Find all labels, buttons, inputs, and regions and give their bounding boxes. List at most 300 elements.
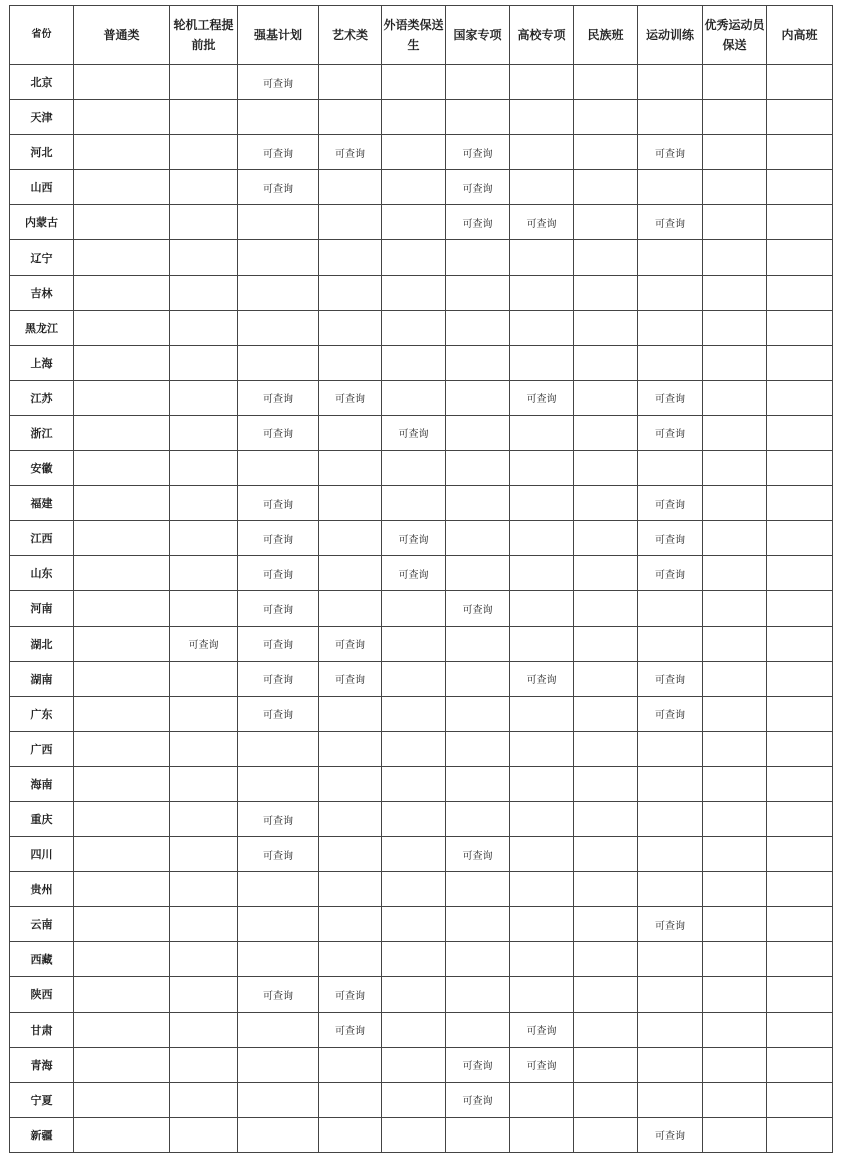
query-available-cell[interactable]: 可查询 [238, 170, 319, 205]
table-row [10, 521, 833, 556]
query-available-cell[interactable]: 可查询 [319, 1012, 382, 1047]
empty-cell [74, 240, 170, 275]
province-cell: 辽宁 [10, 240, 74, 275]
table-row [10, 661, 833, 696]
empty-cell [382, 626, 446, 661]
empty-cell [638, 310, 703, 345]
empty-cell [703, 626, 767, 661]
empty-cell [74, 731, 170, 766]
province-cell: 甘肃 [10, 1012, 74, 1047]
empty-cell [574, 100, 638, 135]
table-row [10, 310, 833, 345]
empty-cell [382, 942, 446, 977]
empty-cell [382, 872, 446, 907]
empty-cell [74, 556, 170, 591]
empty-cell [767, 766, 833, 801]
empty-cell [767, 451, 833, 486]
empty-cell [74, 135, 170, 170]
query-available-cell[interactable]: 可查询 [238, 135, 319, 170]
empty-cell [74, 907, 170, 942]
empty-cell [238, 1012, 319, 1047]
empty-cell [74, 310, 170, 345]
query-available-cell[interactable]: 可查询 [510, 661, 574, 696]
empty-cell [170, 345, 238, 380]
empty-cell [767, 65, 833, 100]
empty-cell [319, 521, 382, 556]
empty-cell [74, 1117, 170, 1152]
empty-cell [703, 1117, 767, 1152]
empty-cell [510, 626, 574, 661]
table-row [10, 451, 833, 486]
table-body [10, 65, 833, 1153]
query-available-cell[interactable]: 可查询 [446, 1082, 510, 1117]
empty-cell [767, 907, 833, 942]
empty-cell [74, 661, 170, 696]
empty-cell [319, 1082, 382, 1117]
query-available-cell[interactable]: 可查询 [382, 415, 446, 450]
empty-cell [767, 556, 833, 591]
province-cell: 青海 [10, 1047, 74, 1082]
empty-cell [319, 310, 382, 345]
empty-cell [446, 696, 510, 731]
empty-cell [238, 100, 319, 135]
column-header: 艺术类 [319, 6, 382, 65]
table-row [10, 977, 833, 1012]
empty-cell [638, 1047, 703, 1082]
empty-cell [767, 380, 833, 415]
query-available-cell[interactable]: 可查询 [319, 626, 382, 661]
empty-cell [446, 766, 510, 801]
empty-cell [170, 766, 238, 801]
empty-cell [238, 205, 319, 240]
empty-cell [703, 696, 767, 731]
empty-cell [446, 65, 510, 100]
empty-cell [574, 872, 638, 907]
query-available-cell[interactable]: 可查询 [638, 521, 703, 556]
query-available-cell[interactable]: 可查询 [638, 135, 703, 170]
query-available-cell[interactable]: 可查询 [638, 415, 703, 450]
empty-cell [638, 1082, 703, 1117]
empty-cell [638, 65, 703, 100]
empty-cell [170, 1047, 238, 1082]
empty-cell [74, 205, 170, 240]
empty-cell [238, 310, 319, 345]
query-available-cell[interactable]: 可查询 [238, 65, 319, 100]
empty-cell [170, 415, 238, 450]
query-available-cell[interactable]: 可查询 [638, 486, 703, 521]
empty-cell [574, 942, 638, 977]
empty-cell [767, 205, 833, 240]
empty-cell [446, 100, 510, 135]
empty-cell [638, 801, 703, 836]
province-cell: 天津 [10, 100, 74, 135]
empty-cell [74, 65, 170, 100]
empty-cell [510, 240, 574, 275]
query-available-cell[interactable]: 可查询 [238, 696, 319, 731]
empty-cell [74, 837, 170, 872]
query-available-cell[interactable]: 可查询 [510, 1047, 574, 1082]
empty-cell [74, 1082, 170, 1117]
empty-cell [703, 170, 767, 205]
empty-cell [74, 1047, 170, 1082]
empty-cell [767, 275, 833, 310]
empty-cell [574, 170, 638, 205]
empty-cell [382, 135, 446, 170]
empty-cell [170, 696, 238, 731]
empty-cell [74, 942, 170, 977]
empty-cell [510, 100, 574, 135]
query-available-cell[interactable]: 可查询 [238, 415, 319, 450]
province-cell: 云南 [10, 907, 74, 942]
empty-cell [638, 731, 703, 766]
province-cell: 内蒙古 [10, 205, 74, 240]
empty-cell [170, 1117, 238, 1152]
table-row [10, 486, 833, 521]
empty-cell [703, 661, 767, 696]
empty-cell [382, 801, 446, 836]
empty-cell [382, 1082, 446, 1117]
empty-cell [446, 872, 510, 907]
empty-cell [703, 275, 767, 310]
empty-cell [319, 65, 382, 100]
table-row [10, 1012, 833, 1047]
empty-cell [574, 345, 638, 380]
empty-cell [574, 65, 638, 100]
empty-cell [170, 801, 238, 836]
empty-cell [319, 1117, 382, 1152]
empty-cell [74, 977, 170, 1012]
empty-cell [510, 591, 574, 626]
empty-cell [638, 240, 703, 275]
table-row [10, 731, 833, 766]
empty-cell [319, 801, 382, 836]
empty-cell [170, 170, 238, 205]
query-available-cell[interactable]: 可查询 [238, 380, 319, 415]
empty-cell [238, 1047, 319, 1082]
empty-cell [703, 310, 767, 345]
province-cell: 湖南 [10, 661, 74, 696]
empty-cell [382, 591, 446, 626]
empty-cell [238, 1117, 319, 1152]
empty-cell [382, 205, 446, 240]
query-available-cell[interactable]: 可查询 [319, 977, 382, 1012]
empty-cell [446, 310, 510, 345]
empty-cell [446, 380, 510, 415]
column-header: 内高班 [767, 6, 833, 65]
empty-cell [638, 626, 703, 661]
empty-cell [382, 661, 446, 696]
empty-cell [767, 626, 833, 661]
empty-cell [319, 205, 382, 240]
column-header: 外语类保送生 [382, 6, 446, 65]
table-row [10, 696, 833, 731]
query-available-cell[interactable]: 可查询 [638, 661, 703, 696]
empty-cell [319, 100, 382, 135]
query-available-cell[interactable]: 可查询 [638, 907, 703, 942]
empty-cell [382, 731, 446, 766]
empty-cell [574, 591, 638, 626]
empty-cell [703, 801, 767, 836]
empty-cell [74, 415, 170, 450]
empty-cell [767, 240, 833, 275]
empty-cell [74, 696, 170, 731]
province-cell: 山西 [10, 170, 74, 205]
empty-cell [382, 451, 446, 486]
province-cell: 吉林 [10, 275, 74, 310]
empty-cell [446, 977, 510, 1012]
query-available-cell[interactable]: 可查询 [238, 661, 319, 696]
table-row [10, 1047, 833, 1082]
empty-cell [510, 731, 574, 766]
table-row [10, 205, 833, 240]
query-available-cell[interactable]: 可查询 [446, 170, 510, 205]
empty-cell [574, 696, 638, 731]
empty-cell [238, 766, 319, 801]
empty-cell [170, 486, 238, 521]
empty-cell [446, 907, 510, 942]
query-available-cell[interactable]: 可查询 [510, 380, 574, 415]
empty-cell [319, 170, 382, 205]
empty-cell [638, 766, 703, 801]
empty-cell [446, 486, 510, 521]
empty-cell [170, 65, 238, 100]
empty-cell [703, 1012, 767, 1047]
province-cell: 宁夏 [10, 1082, 74, 1117]
table-row [10, 872, 833, 907]
column-header: 民族班 [574, 6, 638, 65]
empty-cell [74, 275, 170, 310]
province-cell: 广西 [10, 731, 74, 766]
empty-cell [170, 451, 238, 486]
province-cell: 上海 [10, 345, 74, 380]
query-available-cell[interactable]: 可查询 [319, 135, 382, 170]
query-available-cell[interactable]: 可查询 [238, 837, 319, 872]
table-row [10, 1117, 833, 1152]
empty-cell [574, 380, 638, 415]
empty-cell [382, 170, 446, 205]
query-available-cell[interactable]: 可查询 [238, 626, 319, 661]
empty-cell [510, 696, 574, 731]
query-available-cell[interactable]: 可查询 [446, 1047, 510, 1082]
empty-cell [767, 100, 833, 135]
empty-cell [446, 521, 510, 556]
query-available-cell[interactable]: 可查询 [638, 380, 703, 415]
empty-cell [638, 942, 703, 977]
empty-cell [638, 170, 703, 205]
query-available-cell[interactable]: 可查询 [638, 556, 703, 591]
empty-cell [703, 100, 767, 135]
empty-cell [574, 626, 638, 661]
province-cell: 安徽 [10, 451, 74, 486]
query-available-cell[interactable]: 可查询 [238, 801, 319, 836]
empty-cell [510, 1082, 574, 1117]
province-cell: 山东 [10, 556, 74, 591]
empty-cell [170, 837, 238, 872]
empty-cell [510, 451, 574, 486]
empty-cell [703, 135, 767, 170]
query-available-cell[interactable]: 可查询 [638, 205, 703, 240]
empty-cell [238, 1082, 319, 1117]
query-available-cell[interactable]: 可查询 [238, 556, 319, 591]
empty-cell [510, 837, 574, 872]
empty-cell [703, 837, 767, 872]
empty-cell [170, 205, 238, 240]
empty-cell [574, 1012, 638, 1047]
table-row [10, 837, 833, 872]
empty-cell [170, 872, 238, 907]
empty-cell [74, 345, 170, 380]
empty-cell [319, 907, 382, 942]
empty-cell [74, 170, 170, 205]
empty-cell [319, 591, 382, 626]
empty-cell [170, 310, 238, 345]
province-cell: 江西 [10, 521, 74, 556]
empty-cell [382, 275, 446, 310]
empty-cell [510, 801, 574, 836]
empty-cell [767, 1117, 833, 1152]
empty-cell [703, 907, 767, 942]
empty-cell [703, 486, 767, 521]
empty-cell [170, 556, 238, 591]
province-cell: 陕西 [10, 977, 74, 1012]
empty-cell [574, 556, 638, 591]
province-cell: 浙江 [10, 415, 74, 450]
empty-cell [170, 942, 238, 977]
table-row [10, 415, 833, 450]
empty-cell [319, 766, 382, 801]
empty-cell [767, 661, 833, 696]
empty-cell [170, 1082, 238, 1117]
empty-cell [446, 451, 510, 486]
empty-cell [767, 731, 833, 766]
empty-cell [319, 556, 382, 591]
empty-cell [74, 486, 170, 521]
empty-cell [574, 240, 638, 275]
query-available-cell[interactable]: 可查询 [446, 135, 510, 170]
table-row [10, 626, 833, 661]
query-available-cell[interactable]: 可查询 [238, 486, 319, 521]
empty-cell [510, 872, 574, 907]
table-row [10, 170, 833, 205]
empty-cell [510, 521, 574, 556]
query-available-cell[interactable]: 可查询 [510, 1012, 574, 1047]
query-available-cell[interactable]: 可查询 [446, 837, 510, 872]
empty-cell [238, 907, 319, 942]
province-cell: 北京 [10, 65, 74, 100]
empty-cell [319, 872, 382, 907]
empty-cell [574, 907, 638, 942]
query-available-cell[interactable]: 可查询 [238, 591, 319, 626]
column-header: 高校专项 [510, 6, 574, 65]
empty-cell [170, 380, 238, 415]
province-cell: 新疆 [10, 1117, 74, 1152]
query-available-cell[interactable]: 可查询 [319, 661, 382, 696]
empty-cell [510, 345, 574, 380]
empty-cell [510, 65, 574, 100]
query-available-cell[interactable]: 可查询 [319, 380, 382, 415]
empty-cell [382, 696, 446, 731]
query-available-cell[interactable]: 可查询 [638, 696, 703, 731]
query-available-cell[interactable]: 可查询 [170, 626, 238, 661]
empty-cell [74, 872, 170, 907]
province-cell: 海南 [10, 766, 74, 801]
empty-cell [238, 942, 319, 977]
empty-cell [170, 100, 238, 135]
empty-cell [170, 977, 238, 1012]
empty-cell [510, 1117, 574, 1152]
empty-cell [382, 1047, 446, 1082]
empty-cell [446, 240, 510, 275]
empty-cell [703, 451, 767, 486]
empty-cell [238, 731, 319, 766]
empty-cell [574, 801, 638, 836]
query-available-cell[interactable]: 可查询 [638, 1117, 703, 1152]
province-cell: 西藏 [10, 942, 74, 977]
empty-cell [638, 345, 703, 380]
empty-cell [638, 591, 703, 626]
empty-cell [319, 240, 382, 275]
province-cell: 四川 [10, 837, 74, 872]
query-available-cell[interactable]: 可查询 [382, 556, 446, 591]
empty-cell [170, 661, 238, 696]
table-row [10, 100, 833, 135]
empty-cell [767, 1012, 833, 1047]
empty-cell [703, 380, 767, 415]
empty-cell [703, 345, 767, 380]
empty-cell [767, 310, 833, 345]
table-header-row [10, 6, 833, 65]
query-available-cell[interactable]: 可查询 [382, 521, 446, 556]
query-available-cell[interactable]: 可查询 [238, 977, 319, 1012]
empty-cell [767, 696, 833, 731]
query-available-cell[interactable]: 可查询 [446, 205, 510, 240]
empty-cell [510, 170, 574, 205]
query-available-cell[interactable]: 可查询 [238, 521, 319, 556]
column-header: 国家专项 [446, 6, 510, 65]
empty-cell [170, 1012, 238, 1047]
empty-cell [382, 837, 446, 872]
empty-cell [767, 521, 833, 556]
empty-cell [703, 65, 767, 100]
empty-cell [446, 942, 510, 977]
query-available-cell[interactable]: 可查询 [446, 591, 510, 626]
empty-cell [170, 240, 238, 275]
column-header-province: 省份 [10, 6, 74, 65]
empty-cell [382, 100, 446, 135]
empty-cell [446, 1117, 510, 1152]
empty-cell [382, 65, 446, 100]
table-row [10, 65, 833, 100]
empty-cell [574, 135, 638, 170]
empty-cell [446, 275, 510, 310]
empty-cell [703, 591, 767, 626]
empty-cell [446, 626, 510, 661]
province-cell: 江苏 [10, 380, 74, 415]
empty-cell [446, 345, 510, 380]
empty-cell [510, 275, 574, 310]
empty-cell [446, 556, 510, 591]
table-row [10, 380, 833, 415]
empty-cell [638, 837, 703, 872]
empty-cell [703, 1047, 767, 1082]
query-available-cell[interactable]: 可查询 [510, 205, 574, 240]
empty-cell [510, 556, 574, 591]
province-cell: 河北 [10, 135, 74, 170]
empty-cell [574, 415, 638, 450]
empty-cell [574, 977, 638, 1012]
table-row [10, 942, 833, 977]
province-cell: 贵州 [10, 872, 74, 907]
